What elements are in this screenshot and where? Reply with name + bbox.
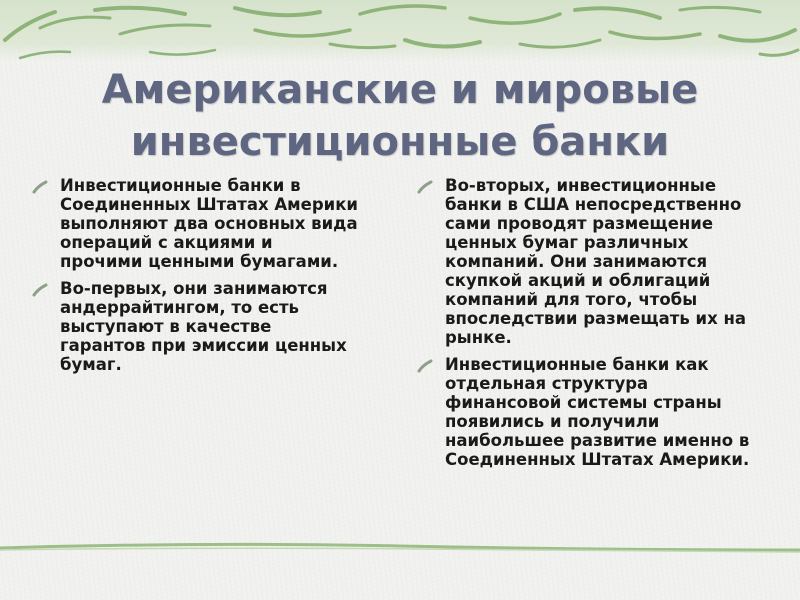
- list-item: [30, 176, 360, 271]
- brush-stroke-icon: [32, 283, 48, 297]
- bullet-text: Инвестиционные банки в Соединенных Штатах Америки выполняют два основных вида операций с акциями и прочими ценными бумагами.: [60, 176, 358, 271]
- brush-stroke-icon: [32, 180, 48, 194]
- list-item: [30, 279, 360, 374]
- title-line-1: Американские и мировые: [101, 67, 699, 113]
- slide-title: [40, 64, 760, 168]
- list-item: [415, 355, 770, 469]
- brush-stroke-icon: [417, 359, 433, 373]
- list-item: [415, 176, 770, 347]
- bullet-text: Во-вторых, инвестиционные банки в США непосредственно сами проводят размещение ценных бумаг различных компаний. Они занимаются скупкой акций и облигаций компаний для того, чтобы впоследствии размещать их на рынке.: [445, 176, 747, 347]
- bullet-text: Инвестиционные банки как отдельная структура финансовой системы страны появились и получили наибольшее развитие именно в Соединенных Штатах Америки.: [445, 355, 750, 469]
- left-bullet-list: [30, 176, 360, 382]
- bullet-text: Во-первых, они занимаются андеррайтингом, то есть выступают в качестве гарантов при эмиссии ценных бумаг.: [60, 279, 347, 374]
- right-bullet-list: [415, 176, 770, 477]
- title-line-2: инвестиционные банки: [130, 119, 670, 165]
- bottom-divider-line: [0, 538, 800, 558]
- brush-stroke-icon: [417, 180, 433, 194]
